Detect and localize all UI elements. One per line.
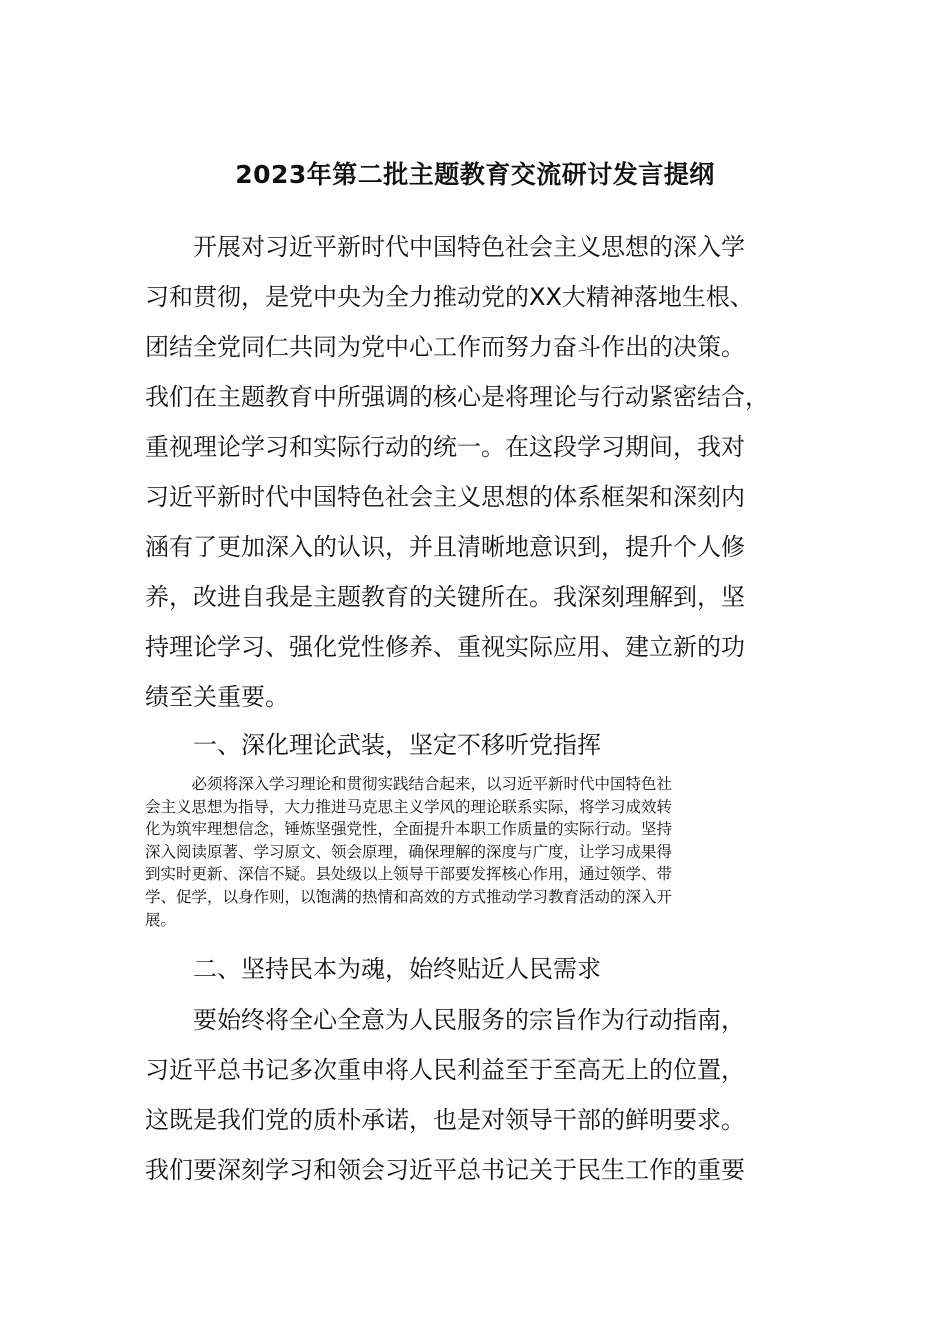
intro-line: 养，改进自我是主题教育的关键所在。我深刻理解到，坚 — [145, 583, 745, 611]
intro-line: 绩至关重要。 — [145, 683, 289, 711]
intro-line: 习近平新时代中国特色社会主义思想的体系框架和深刻内 — [145, 483, 745, 511]
intro-line: 我们在主题教育中所强调的核心是将理论与行动紧密结合， — [145, 383, 769, 411]
section1-line: 学、促学，以身作则，以饱满的热情和高效的方式推动学习教育活动的深入开 — [145, 887, 673, 906]
section2-line: 这既是我们党的质朴承诺，也是对领导干部的鲜明要求。 — [145, 1106, 745, 1134]
intro-line: 团结全党同仁共同为党中心工作而努力奋斗作出的决策。 — [145, 333, 745, 361]
intro-line: 习和贯彻，是党中央为全力推动党的XX大精神落地生根、 — [145, 283, 754, 311]
intro-line: 重视理论学习和实际行动的统一。在这段学习期间，我对 — [145, 433, 745, 461]
section1-heading-block — [145, 720, 810, 770]
section1-line: 到实时更新、深信不疑。县处级以上领导干部要发挥核心作用，通过领学、带 — [145, 865, 673, 884]
section2-line: 要始终将全心全意为人民服务的宗旨作为行动指南， — [145, 1006, 745, 1034]
section1-line: 必须将深入学习理论和贯彻实践结合起来，以习近平新时代中国特色社 — [145, 775, 673, 793]
section1-line: 深入阅读原著、学习原文、领会原理，确保理解的深度与广度，让学习成果得 — [145, 842, 673, 861]
section2-line: 我们要深刻学习和领会习近平总书记关于民生工作的重要 — [145, 1156, 745, 1184]
intro-line: 持理论学习、强化党性修养、重视实际应用、建立新的功 — [145, 633, 745, 661]
intro-line: 开展对习近平新时代中国特色社会主义思想的深入学 — [145, 233, 745, 261]
section2-paragraph — [145, 995, 810, 1195]
document-title: 2023年第二批主题教育交流研讨发言提纲 — [235, 160, 715, 189]
section2-heading-block — [145, 944, 810, 994]
intro-line: 涵有了更加深入的认识，并且清晰地意识到，提升个人修 — [145, 533, 745, 561]
section2-line: 习近平总书记多次重申将人民利益至于至高无上的位置， — [145, 1056, 745, 1084]
section1-line: 化为筑牢理想信念，锤炼坚强党性，全面提升本职工作质量的实际行动。坚持 — [145, 820, 673, 839]
section1-heading: 一、深化理论武装，坚定不移听党指挥 — [145, 731, 601, 759]
section1-line: 会主义思想为指导，大力推进马克思主义学风的理论联系实际，将学习成效转 — [145, 797, 673, 816]
intro-paragraph — [145, 222, 810, 722]
section1-line: 展。 — [145, 910, 177, 929]
section2-heading: 二、坚持民本为魂，始终贴近人民需求 — [145, 955, 601, 983]
section1-paragraph — [145, 773, 810, 931]
